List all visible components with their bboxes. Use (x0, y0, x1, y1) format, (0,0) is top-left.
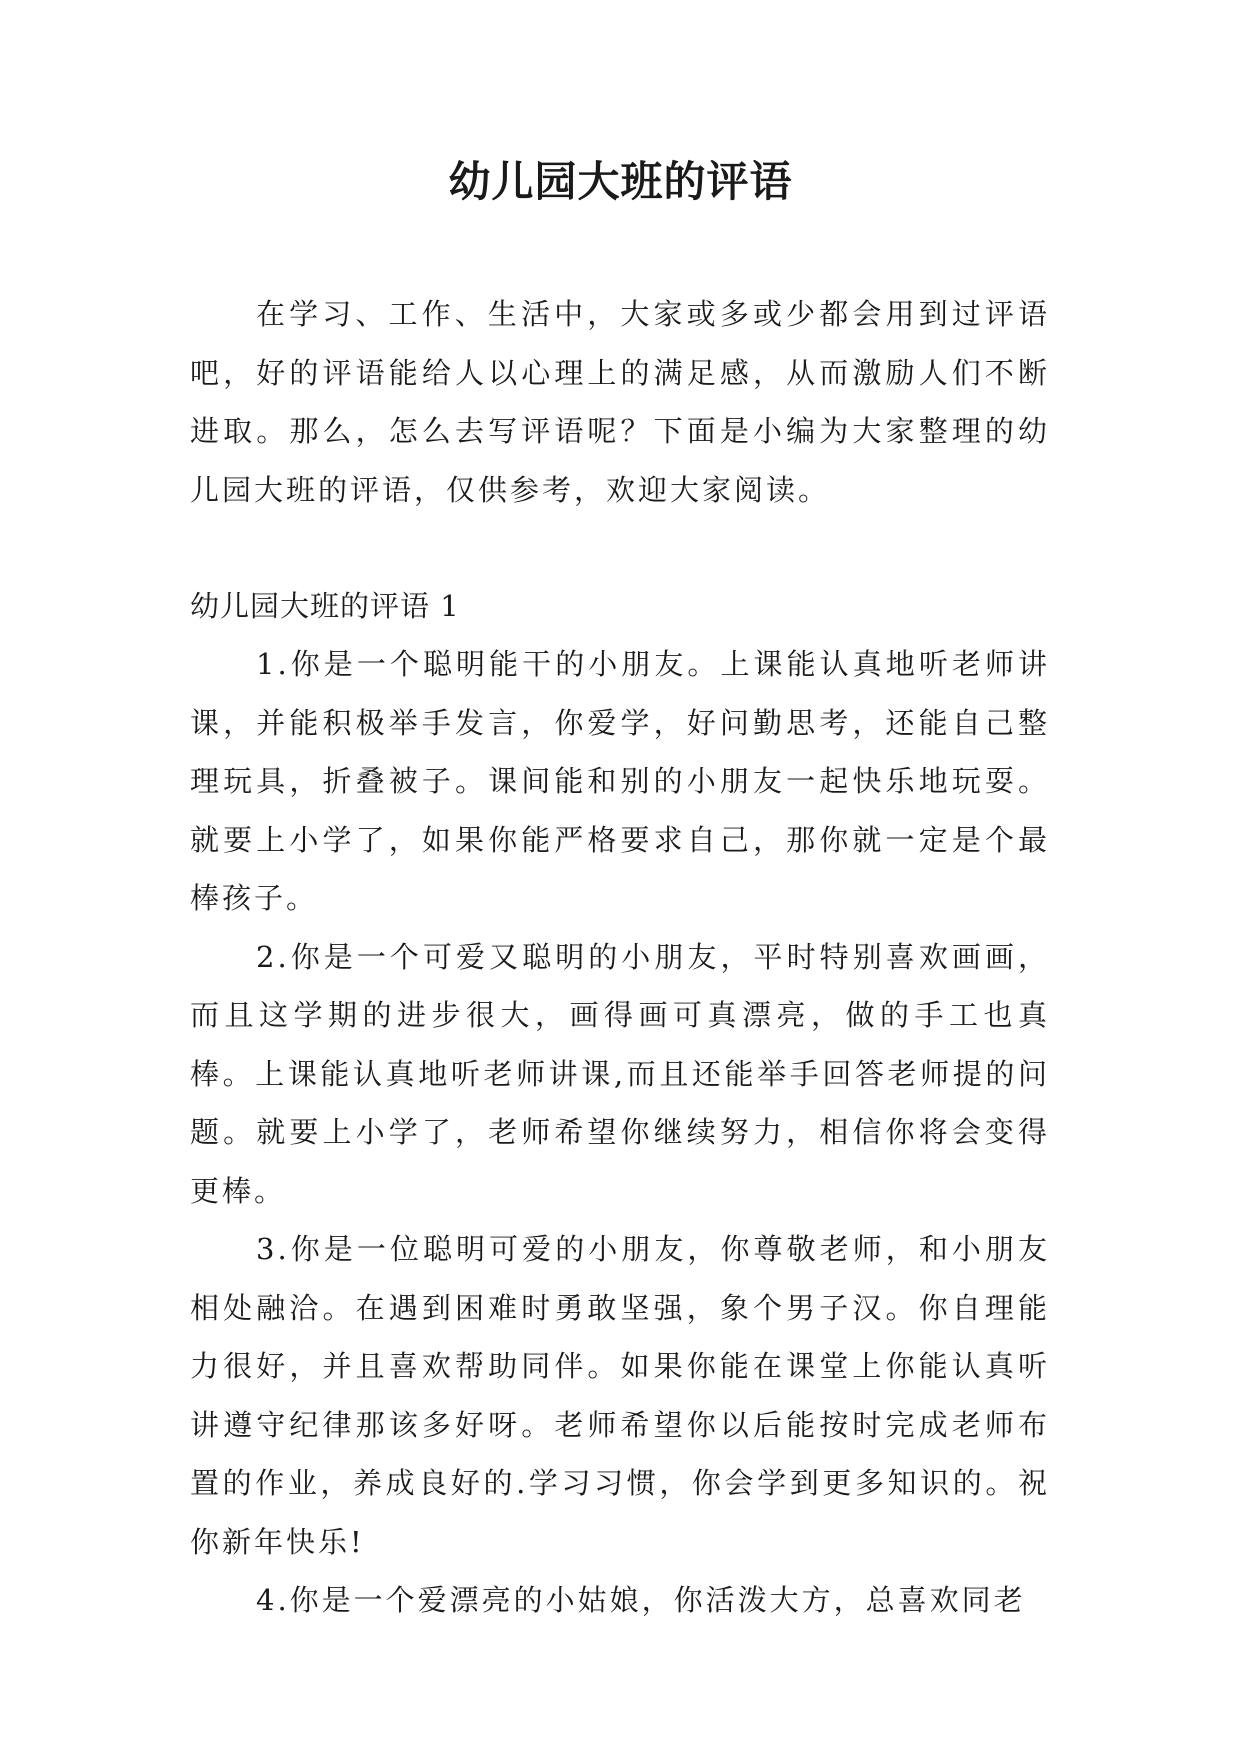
comment-item-2: 2.你是一个可爱又聪明的小朋友，平时特别喜欢画画，而且这学期的进步很大，画得画可真漂亮，做的手工也真棒。上课能认真地听老师讲课,而且还能举手回答老师提的问题。就要上小学了，老师希望你继续努力，相信你将会变得更棒。 (190, 939, 1050, 1208)
comment-item-1: 1.你是一个聪明能干的小朋友。上课能认真地听老师讲课，并能积极举手发言，你爱学，好问勤思考，还能自己整理玩具，折叠被子。课间能和别的小朋友一起快乐地玩耍。就要上小学了，如果你能严格要求自己，那你就一定是个最棒孩子。 (190, 647, 1050, 915)
comment-list (190, 635, 1050, 1630)
section-heading: 幼儿园大班的评语 1 (190, 589, 460, 623)
comment-item-3: 3.你是一位聪明可爱的小朋友，你尊敬老师，和小朋友相处融洽。在遇到困难时勇敢坚强，象个男子汉。你自理能力很好，并且喜欢帮助同伴。如果你能在课堂上你能认真听讲遵守纪律那该多好呀。老师希望你以后能按时完成老师布置的作业，养成良好的.学习习惯，你会学到更多知识的。祝你新年快乐! (190, 1232, 1050, 1559)
intro-paragraph: 在学习、工作、生活中，大家或多或少都会用到过评语吧，好的评语能给人以心理上的满足感，从而激励人们不断进取。那么，怎么去写评语呢？下面是小编为大家整理的幼儿园大班的评语，仅供参考，欢迎大家阅读。 (190, 297, 1050, 507)
comment-item-4: 4.你是一个爱漂亮的小姑娘，你活泼大方，总喜欢同老 (256, 1583, 1026, 1617)
document-title: 幼儿园大班的评语 (448, 157, 793, 206)
